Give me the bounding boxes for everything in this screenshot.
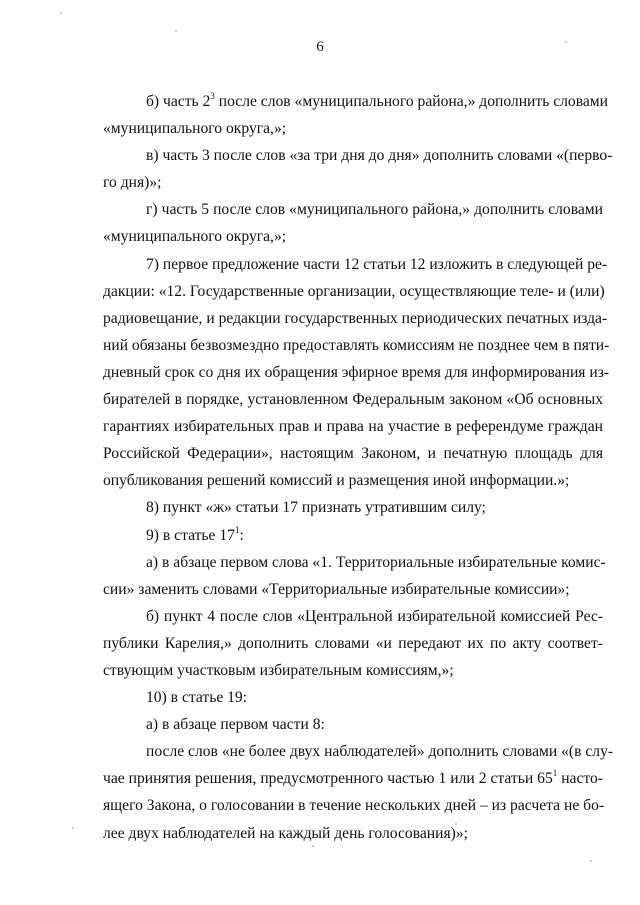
text-line bbox=[103, 142, 613, 169]
text-line bbox=[103, 169, 603, 196]
text-line bbox=[103, 115, 603, 142]
text-run: Российской Федерации», настоящим Законом, и печатную площадь для bbox=[103, 445, 603, 463]
text-line bbox=[103, 278, 603, 305]
text-run: после слов «не более двух наблюдателей» дополнить словами «(в слу- bbox=[146, 743, 614, 761]
superscript: 1 bbox=[552, 768, 558, 779]
text-line bbox=[103, 251, 608, 278]
scan-speck bbox=[455, 823, 457, 825]
scan-speck bbox=[72, 827, 74, 829]
text-run: публики Карелия,» дополнить словами «и передают их по акту соответ- bbox=[103, 634, 603, 652]
text-line bbox=[103, 305, 608, 332]
text-run: «муниципального округа,»; bbox=[103, 120, 287, 138]
scan-speck bbox=[590, 860, 592, 862]
text-line bbox=[103, 738, 614, 765]
text-run: а) в абзаце первом слова «1. Территориальные избирательные комис- bbox=[146, 553, 606, 571]
text-run: лее двух наблюдателей на каждый день голосования)»; bbox=[103, 824, 468, 842]
text-run: : bbox=[239, 526, 244, 544]
text-run: б) часть 2 bbox=[146, 93, 211, 110]
page-number: 6 bbox=[316, 39, 324, 55]
text-line bbox=[103, 549, 606, 576]
text-run: чае принятия решения, предусмотренного частью 1 или 2 статьи 65 bbox=[103, 770, 553, 788]
text-run: ний обязаны безвозмездно предоставлять комиссиям не позднее чем в пяти- bbox=[103, 336, 610, 354]
text-run: б) пункт 4 после слов «Центральной избирательной комиссией Рес- bbox=[146, 607, 603, 625]
text-run: 7) первое предложение части 12 статьи 12 изложить в следующей ре- bbox=[146, 255, 608, 273]
text-line bbox=[103, 196, 603, 223]
text-line bbox=[103, 711, 603, 738]
scan-speck bbox=[60, 12, 62, 14]
text-run: дневный срок со дня их обращения эфирное время для информирования из- bbox=[103, 363, 610, 381]
text-run: в) часть 3 после слов «за три дня до дня» дополнить словами «(перво- bbox=[146, 147, 613, 165]
text-run: бирателей в порядке, установленном Федеральным законом «Об основных bbox=[103, 391, 603, 409]
text-line bbox=[103, 467, 603, 494]
text-run: 8) пункт «ж» статьи 17 признать утратившим силу; bbox=[146, 499, 486, 517]
text-run: насто- bbox=[557, 770, 604, 788]
text-line bbox=[103, 792, 603, 819]
text-run: г) часть 5 после слов «муниципального района,» дополнить словами bbox=[146, 201, 603, 219]
text-line bbox=[103, 386, 603, 413]
text-line bbox=[103, 630, 603, 657]
text-line bbox=[103, 88, 609, 115]
scan-speck bbox=[175, 30, 177, 32]
text-line bbox=[103, 820, 603, 847]
document-body bbox=[103, 88, 614, 847]
text-line bbox=[103, 765, 603, 792]
text-line bbox=[103, 332, 610, 359]
text-line bbox=[103, 684, 603, 711]
text-line bbox=[103, 223, 603, 250]
text-line bbox=[103, 494, 603, 521]
scan-speck bbox=[565, 41, 567, 43]
text-run: сии» заменить словами «Территориальные избирательные комиссии»; bbox=[103, 580, 570, 598]
text-line bbox=[103, 440, 603, 467]
text-run: «муниципального округа,»; bbox=[103, 228, 287, 246]
text-run: а) в абзаце первом части 8: bbox=[146, 716, 325, 734]
text-run: ствующим участковым избирательным комиссиям,»; bbox=[103, 661, 454, 679]
text-run: гарантиях избирательных прав и права на участие в референдуме граждан bbox=[103, 418, 603, 436]
text-line bbox=[103, 657, 603, 684]
scan-speck bbox=[312, 845, 314, 847]
text-run: 10) в статье 19: bbox=[146, 689, 248, 707]
text-run: ящего Закона, о голосовании в течение нескольких дней – из расчета не бо- bbox=[103, 797, 605, 815]
text-run: после слов «муниципального района,» дополнить словами bbox=[214, 93, 609, 110]
text-line bbox=[103, 413, 603, 440]
text-run: го дня)»; bbox=[103, 174, 162, 192]
superscript: 1 bbox=[234, 524, 240, 535]
text-run: радиовещание, и редакции государственных периодических печатных изда- bbox=[103, 309, 608, 327]
superscript: 3 bbox=[210, 91, 215, 101]
text-line bbox=[103, 522, 603, 549]
text-run: опубликования решений комиссий и размещения иной информации.»; bbox=[103, 472, 570, 490]
text-run: 9) в статье 17 bbox=[146, 526, 235, 544]
text-line bbox=[103, 359, 610, 386]
text-line bbox=[103, 576, 603, 603]
text-line bbox=[103, 603, 603, 630]
text-run: дакции: «12. Государственные организации, осуществляющие теле- и (или) bbox=[103, 282, 605, 300]
